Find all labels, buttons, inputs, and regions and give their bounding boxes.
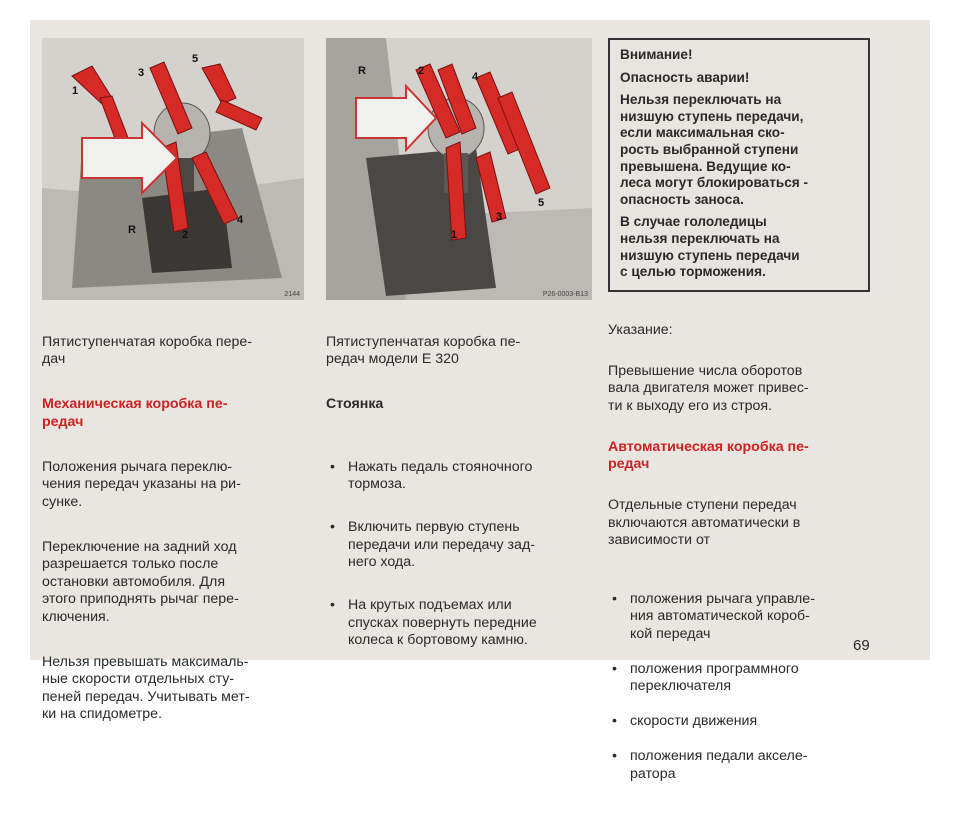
warning-box [608, 38, 870, 292]
warning-title: Внимание! [620, 47, 693, 62]
gearshift-illustration-e320 [326, 38, 592, 300]
fig1-code: 2144 [284, 291, 300, 298]
fig1-label-4: 4 [237, 214, 244, 226]
col1-paragraph-1: Положения рычага переклю- чения передач указаны на ри- сунке. [42, 458, 241, 510]
fig2-label-r: R [358, 65, 366, 77]
note-label: Указание: [608, 321, 673, 338]
parking-list [326, 441, 592, 675]
page-number: 69 [853, 637, 870, 654]
manual-page [30, 20, 930, 782]
fig2-label-5: 5 [538, 197, 545, 209]
list-item: • положения программного переключателя [608, 661, 878, 696]
warning-danger: Опасность аварии! [620, 69, 750, 85]
fig2-label-4: 4 [472, 71, 479, 83]
fig2-code: P26-0003-B13 [542, 291, 588, 298]
subheading-manual: Механическая коробка пе- редач [42, 396, 228, 430]
caption-manual: Пятиступенчатая коробка пере- дач [42, 333, 252, 367]
automatic-list [608, 573, 878, 801]
list-item: • положения рычага управле- ния автоматической короб- кой передач [608, 591, 878, 644]
col3-paragraph-1: Отдельные ступени передач включаются автоматически в зависимости от [608, 497, 801, 548]
fig2-label-2: 2 [418, 65, 425, 77]
column-1 [42, 316, 304, 751]
fig2-label-1: 1 [451, 229, 458, 241]
fig1-label-1: 1 [72, 85, 79, 97]
fig1-label-5: 5 [192, 53, 199, 65]
subheading-automatic: Автоматическая коробка пе- редач [608, 438, 809, 472]
gearshift-illustration [42, 38, 304, 300]
gearshift-figure-e320 [326, 38, 592, 300]
fig1-label-r: R [128, 224, 136, 236]
warning-text-1: Нельзя переключать на низшую ступень передачи, если максимальная ско- рость выбранной ступени превышена. Ведущие ко- леса могут блокироваться - опасность заноса. [620, 92, 809, 207]
fig1-label-2: 2 [182, 229, 189, 241]
list-item: • Нажать педаль стояночного тормоза. [326, 459, 592, 494]
list-item: • На крутых подъемах или спусках повернуть передние колеса к бортовому камню. [326, 597, 592, 650]
list-item: • положения педали акселе- ратора [608, 748, 878, 783]
fig2-label-3: 3 [496, 211, 503, 223]
column-2 [326, 316, 592, 693]
caption-e320: Пятиступенчатая коробка пе- редач модели Е 320 [326, 333, 521, 367]
fig1-label-3: 3 [138, 67, 145, 79]
column-3 [608, 304, 878, 818]
note-text: Превышение числа оборотов вала двигателя может привес- ти к выходу его из строя. [608, 362, 809, 414]
warning-text-2: В случае гололедицы нельзя переключать на низшую ступень передачи с целью торможения. [620, 214, 800, 280]
list-item: • скорости движения [608, 713, 878, 731]
col1-paragraph-2: Переключение на задний ход разрешается только после остановки автомобиля. Для этого приподнять рычаг пере- ключения. [42, 538, 239, 625]
list-item: • Включить первую ступень передачи или передачу зад- него хода. [326, 519, 592, 572]
heading-parking: Стоянка [326, 396, 384, 412]
gearshift-figure-manual [42, 38, 304, 300]
col1-paragraph-3: Нельзя превышать максималь- ные скорости отдельных сту- пеней передач. Учитывать мет- ки на спидометре. [42, 653, 250, 722]
